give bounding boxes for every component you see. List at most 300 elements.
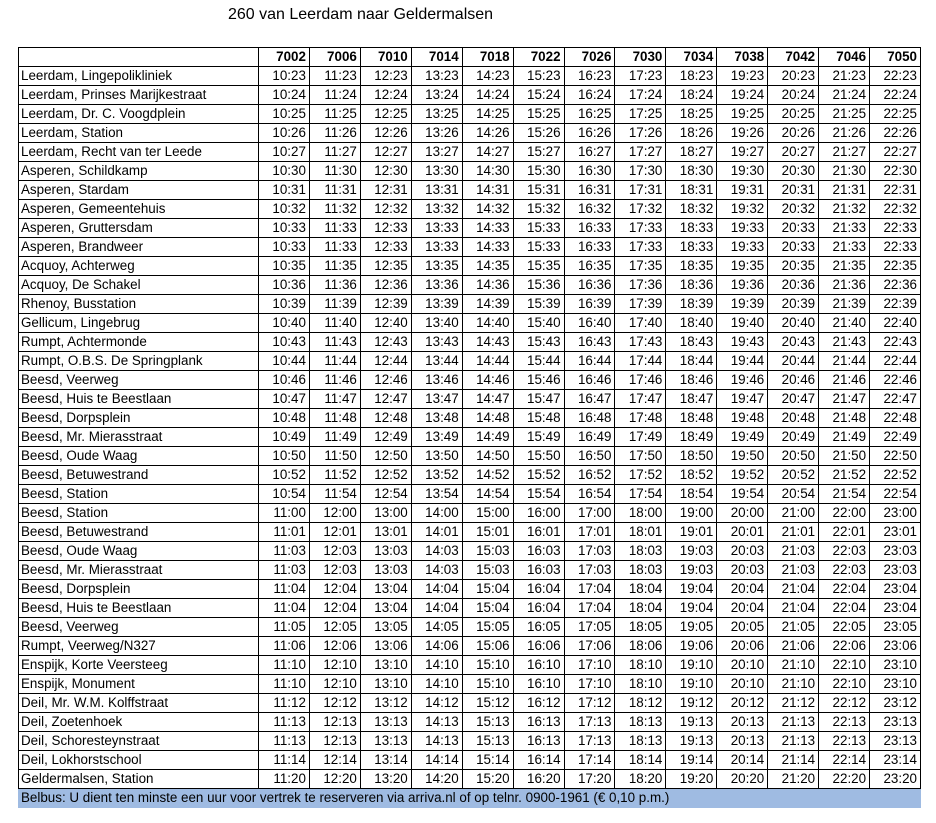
departure-time: 20:33: [768, 219, 819, 238]
departure-time: 23:04: [870, 599, 921, 618]
departure-time: 13:33: [411, 238, 462, 257]
departure-time: 22:44: [870, 352, 921, 371]
departure-time: 22:26: [870, 124, 921, 143]
departure-time: 14:10: [411, 675, 462, 694]
departure-time: 16:32: [564, 200, 615, 219]
departure-time: 19:25: [717, 105, 768, 124]
departure-time: 19:54: [717, 485, 768, 504]
departure-time: 19:35: [717, 257, 768, 276]
departure-time: 19:47: [717, 390, 768, 409]
departure-time: 12:23: [360, 67, 411, 86]
departure-time: 14:06: [411, 637, 462, 656]
departure-time: 13:10: [360, 675, 411, 694]
departure-time: 17:50: [615, 447, 666, 466]
departure-time: 13:25: [411, 105, 462, 124]
departure-time: 15:33: [513, 238, 564, 257]
departure-time: 12:48: [360, 409, 411, 428]
departure-time: 16:43: [564, 333, 615, 352]
departure-time: 16:33: [564, 238, 615, 257]
stop-name: Leerdam, Recht van ter Leede: [19, 143, 259, 162]
header-row: [19, 48, 921, 67]
stop-name: Deil, Mr. W.M. Kolffstraat: [19, 694, 259, 713]
departure-time: 23:10: [870, 656, 921, 675]
departure-time: 13:01: [360, 523, 411, 542]
departure-time: 16:44: [564, 352, 615, 371]
departure-time: 12:14: [309, 751, 360, 770]
stop-name: Acquoy, Achterweg: [19, 257, 259, 276]
departure-time: 11:25: [309, 105, 360, 124]
table-row: [19, 371, 921, 390]
stop-name: Asperen, Schildkamp: [19, 162, 259, 181]
departure-time: 10:23: [259, 67, 310, 86]
table-row: [19, 333, 921, 352]
departure-time: 18:44: [666, 352, 717, 371]
departure-time: 21:14: [768, 751, 819, 770]
departure-time: 18:03: [615, 542, 666, 561]
departure-time: 13:47: [411, 390, 462, 409]
departure-time: 19:04: [666, 599, 717, 618]
departure-time: 20:13: [717, 732, 768, 751]
departure-time: 21:40: [819, 314, 870, 333]
departure-time: 23:05: [870, 618, 921, 637]
departure-time: 14:01: [411, 523, 462, 542]
departure-time: 20:36: [768, 276, 819, 295]
table-row: [19, 599, 921, 618]
departure-time: 19:13: [666, 713, 717, 732]
departure-time: 15:24: [513, 86, 564, 105]
departure-time: 19:01: [666, 523, 717, 542]
departure-time: 17:33: [615, 238, 666, 257]
stop-name: Gellicum, Lingebrug: [19, 314, 259, 333]
departure-time: 11:31: [309, 181, 360, 200]
departure-time: 17:10: [564, 656, 615, 675]
departure-time: 11:30: [309, 162, 360, 181]
departure-time: 11:47: [309, 390, 360, 409]
departure-time: 13:39: [411, 295, 462, 314]
departure-time: 18:50: [666, 447, 717, 466]
departure-time: 17:12: [564, 694, 615, 713]
departure-time: 21:04: [768, 580, 819, 599]
departure-time: 14:47: [462, 390, 513, 409]
departure-time: 11:36: [309, 276, 360, 295]
departure-time: 18:33: [666, 219, 717, 238]
departure-time: 18:10: [615, 656, 666, 675]
departure-time: 23:01: [870, 523, 921, 542]
trip-header: 7030: [615, 48, 666, 67]
departure-time: 21:26: [819, 124, 870, 143]
departure-time: 20:46: [768, 371, 819, 390]
departure-time: 17:03: [564, 561, 615, 580]
stop-name: Beesd, Veerweg: [19, 618, 259, 637]
departure-time: 15:36: [513, 276, 564, 295]
departure-time: 20:26: [768, 124, 819, 143]
departure-time: 19:03: [666, 542, 717, 561]
departure-time: 22:33: [870, 238, 921, 257]
departure-time: 16:03: [513, 542, 564, 561]
stop-name: Asperen, Brandweer: [19, 238, 259, 257]
departure-time: 23:13: [870, 713, 921, 732]
departure-time: 12:03: [309, 561, 360, 580]
departure-time: 20:24: [768, 86, 819, 105]
departure-time: 21:47: [819, 390, 870, 409]
departure-time: 11:44: [309, 352, 360, 371]
departure-time: 17:43: [615, 333, 666, 352]
departure-time: 13:31: [411, 181, 462, 200]
departure-time: 20:23: [768, 67, 819, 86]
departure-time: 12:26: [360, 124, 411, 143]
departure-time: 20:14: [717, 751, 768, 770]
departure-time: 23:10: [870, 675, 921, 694]
departure-time: 14:03: [411, 561, 462, 580]
departure-time: 16:25: [564, 105, 615, 124]
table-row: [19, 124, 921, 143]
departure-time: 20:43: [768, 333, 819, 352]
departure-time: 14:14: [411, 751, 462, 770]
departure-time: 14:52: [462, 466, 513, 485]
departure-time: 18:46: [666, 371, 717, 390]
departure-time: 19:10: [666, 656, 717, 675]
departure-time: 13:20: [360, 770, 411, 789]
departure-time: 13:46: [411, 371, 462, 390]
stop-name: Beesd, Station: [19, 485, 259, 504]
departure-time: 22:12: [819, 694, 870, 713]
departure-time: 11:40: [309, 314, 360, 333]
departure-time: 11:10: [259, 675, 310, 694]
stop-name: Beesd, Mr. Mierasstraat: [19, 428, 259, 447]
departure-time: 19:23: [717, 67, 768, 86]
departure-time: 12:10: [309, 656, 360, 675]
departure-time: 17:14: [564, 751, 615, 770]
departure-time: 15:32: [513, 200, 564, 219]
departure-time: 14:05: [411, 618, 462, 637]
stop-name: Beesd, Huis te Beestlaan: [19, 390, 259, 409]
departure-time: 12:30: [360, 162, 411, 181]
departure-time: 16:26: [564, 124, 615, 143]
departure-time: 20:06: [717, 637, 768, 656]
departure-time: 13:04: [360, 599, 411, 618]
stop-name: Beesd, Dorpsplein: [19, 409, 259, 428]
departure-time: 20:48: [768, 409, 819, 428]
departure-time: 19:44: [717, 352, 768, 371]
departure-time: 17:25: [615, 105, 666, 124]
departure-time: 14:44: [462, 352, 513, 371]
departure-time: 14:04: [411, 580, 462, 599]
departure-time: 21:49: [819, 428, 870, 447]
departure-time: 10:43: [259, 333, 310, 352]
departure-time: 15:30: [513, 162, 564, 181]
departure-time: 17:26: [615, 124, 666, 143]
departure-time: 23:04: [870, 580, 921, 599]
departure-time: 10:32: [259, 200, 310, 219]
table-row: [19, 162, 921, 181]
stop-name: Leerdam, Station: [19, 124, 259, 143]
departure-time: 16:13: [513, 732, 564, 751]
departure-time: 10:39: [259, 295, 310, 314]
departure-time: 20:40: [768, 314, 819, 333]
departure-time: 12:54: [360, 485, 411, 504]
trip-header: 7034: [666, 48, 717, 67]
departure-time: 13:26: [411, 124, 462, 143]
departure-time: 13:32: [411, 200, 462, 219]
stop-name: Rhenoy, Busstation: [19, 295, 259, 314]
departure-time: 12:50: [360, 447, 411, 466]
departure-time: 16:20: [513, 770, 564, 789]
departure-time: 14:23: [462, 67, 513, 86]
departure-time: 21:35: [819, 257, 870, 276]
departure-time: 13:44: [411, 352, 462, 371]
departure-time: 16:46: [564, 371, 615, 390]
departure-time: 11:46: [309, 371, 360, 390]
departure-time: 15:03: [462, 561, 513, 580]
departure-time: 11:49: [309, 428, 360, 447]
departure-time: 16:50: [564, 447, 615, 466]
departure-time: 22:30: [870, 162, 921, 181]
departure-time: 16:49: [564, 428, 615, 447]
departure-time: 11:52: [309, 466, 360, 485]
departure-time: 16:23: [564, 67, 615, 86]
departure-time: 21:27: [819, 143, 870, 162]
departure-time: 18:52: [666, 466, 717, 485]
departure-time: 22:27: [870, 143, 921, 162]
departure-time: 18:33: [666, 238, 717, 257]
departure-time: 12:35: [360, 257, 411, 276]
table-row: [19, 276, 921, 295]
departure-time: 21:10: [768, 656, 819, 675]
departure-time: 11:06: [259, 637, 310, 656]
departure-time: 21:04: [768, 599, 819, 618]
departure-time: 21:00: [768, 504, 819, 523]
departure-time: 16:05: [513, 618, 564, 637]
departure-time: 21:06: [768, 637, 819, 656]
departure-time: 21:13: [768, 713, 819, 732]
departure-time: 20:12: [717, 694, 768, 713]
departure-time: 10:49: [259, 428, 310, 447]
departure-time: 21:36: [819, 276, 870, 295]
departure-time: 12:01: [309, 523, 360, 542]
departure-time: 18:27: [666, 143, 717, 162]
departure-time: 11:04: [259, 599, 310, 618]
departure-time: 11:03: [259, 542, 310, 561]
departure-time: 21:43: [819, 333, 870, 352]
departure-time: 12:46: [360, 371, 411, 390]
departure-time: 11:23: [309, 67, 360, 86]
departure-time: 15:33: [513, 219, 564, 238]
trip-header: 7014: [411, 48, 462, 67]
departure-time: 15:00: [462, 504, 513, 523]
departure-time: 12:25: [360, 105, 411, 124]
departure-time: 17:31: [615, 181, 666, 200]
departure-time: 13:13: [360, 713, 411, 732]
departure-time: 10:46: [259, 371, 310, 390]
departure-time: 19:31: [717, 181, 768, 200]
table-row: [19, 200, 921, 219]
belbus-note: Belbus: U dient ten minste een uur voor vertrek te reserveren via arriva.nl of op telnr. 0900-1961 (€ 0,10 p.m.): [19, 789, 921, 808]
departure-time: 11:13: [259, 732, 310, 751]
departure-time: 16:27: [564, 143, 615, 162]
departure-time: 12:10: [309, 675, 360, 694]
departure-time: 19:30: [717, 162, 768, 181]
departure-time: 12:44: [360, 352, 411, 371]
departure-time: 18:47: [666, 390, 717, 409]
table-row: [19, 732, 921, 751]
departure-time: 18:31: [666, 181, 717, 200]
departure-time: 19:24: [717, 86, 768, 105]
departure-time: 22:31: [870, 181, 921, 200]
departure-time: 18:13: [615, 732, 666, 751]
stop-name: Geldermalsen, Station: [19, 770, 259, 789]
departure-time: 20:04: [717, 599, 768, 618]
departure-time: 14:35: [462, 257, 513, 276]
departure-time: 15:54: [513, 485, 564, 504]
stop-name: Deil, Lokhorstschool: [19, 751, 259, 770]
departure-time: 16:47: [564, 390, 615, 409]
departure-time: 13:03: [360, 561, 411, 580]
departure-time: 22:52: [870, 466, 921, 485]
departure-time: 22:01: [819, 523, 870, 542]
departure-time: 14:31: [462, 181, 513, 200]
departure-time: 14:24: [462, 86, 513, 105]
departure-time: 15:14: [462, 751, 513, 770]
departure-time: 19:50: [717, 447, 768, 466]
departure-time: 14:13: [411, 713, 462, 732]
departure-time: 10:52: [259, 466, 310, 485]
departure-time: 17:20: [564, 770, 615, 789]
departure-time: 16:54: [564, 485, 615, 504]
table-row: [19, 561, 921, 580]
departure-time: 10:25: [259, 105, 310, 124]
departure-time: 18:36: [666, 276, 717, 295]
departure-time: 23:14: [870, 751, 921, 770]
departure-time: 21:03: [768, 542, 819, 561]
departure-time: 13:04: [360, 580, 411, 599]
departure-time: 22:10: [819, 675, 870, 694]
departure-time: 17:40: [615, 314, 666, 333]
departure-time: 11:32: [309, 200, 360, 219]
departure-time: 21:46: [819, 371, 870, 390]
departure-time: 14:04: [411, 599, 462, 618]
departure-time: 17:54: [615, 485, 666, 504]
table-row: [19, 637, 921, 656]
departure-time: 20:52: [768, 466, 819, 485]
trip-header: 7050: [870, 48, 921, 67]
table-row: [19, 447, 921, 466]
departure-time: 16:14: [513, 751, 564, 770]
departure-time: 22:03: [819, 542, 870, 561]
departure-time: 14:10: [411, 656, 462, 675]
departure-time: 14:27: [462, 143, 513, 162]
departure-time: 15:39: [513, 295, 564, 314]
table-row: [19, 694, 921, 713]
departure-time: 22:47: [870, 390, 921, 409]
departure-time: 14:20: [411, 770, 462, 789]
departure-time: 21:44: [819, 352, 870, 371]
departure-time: 11:20: [259, 770, 310, 789]
departure-time: 11:35: [309, 257, 360, 276]
departure-time: 20:10: [717, 675, 768, 694]
departure-time: 22:49: [870, 428, 921, 447]
departure-time: 16:01: [513, 523, 564, 542]
departure-time: 19:48: [717, 409, 768, 428]
departure-time: 17:13: [564, 732, 615, 751]
trip-header: 7022: [513, 48, 564, 67]
departure-time: 20:01: [717, 523, 768, 542]
departure-time: 19:49: [717, 428, 768, 447]
departure-time: 15:26: [513, 124, 564, 143]
departure-time: 14:32: [462, 200, 513, 219]
departure-time: 13:43: [411, 333, 462, 352]
departure-time: 11:10: [259, 656, 310, 675]
departure-time: 19:06: [666, 637, 717, 656]
table-row: [19, 713, 921, 732]
departure-time: 14:33: [462, 219, 513, 238]
departure-time: 18:35: [666, 257, 717, 276]
departure-time: 15:46: [513, 371, 564, 390]
table-row: [19, 428, 921, 447]
departure-time: 21:54: [819, 485, 870, 504]
departure-time: 10:36: [259, 276, 310, 295]
departure-time: 19:20: [666, 770, 717, 789]
departure-time: 22:13: [819, 732, 870, 751]
departure-time: 15:03: [462, 542, 513, 561]
departure-time: 15:50: [513, 447, 564, 466]
departure-time: 23:00: [870, 504, 921, 523]
stop-name: Beesd, Mr. Mierasstraat: [19, 561, 259, 580]
departure-time: 15:49: [513, 428, 564, 447]
departure-time: 17:52: [615, 466, 666, 485]
departure-time: 14:46: [462, 371, 513, 390]
departure-time: 11:05: [259, 618, 310, 637]
page-title: 260 van Leerdam naar Geldermalsen: [228, 6, 494, 23]
departure-time: 11:12: [259, 694, 310, 713]
departure-time: 11:33: [309, 219, 360, 238]
departure-time: 11:50: [309, 447, 360, 466]
departure-time: 13:48: [411, 409, 462, 428]
departure-time: 14:39: [462, 295, 513, 314]
departure-time: 14:54: [462, 485, 513, 504]
table-row: [19, 238, 921, 257]
departure-time: 10:30: [259, 162, 310, 181]
trip-header: 7046: [819, 48, 870, 67]
departure-time: 17:30: [615, 162, 666, 181]
departure-time: 21:03: [768, 561, 819, 580]
departure-time: 13:49: [411, 428, 462, 447]
departure-time: 14:40: [462, 314, 513, 333]
departure-time: 11:26: [309, 124, 360, 143]
departure-time: 15:06: [462, 637, 513, 656]
departure-time: 18:49: [666, 428, 717, 447]
stop-name: Beesd, Dorpsplein: [19, 580, 259, 599]
departure-time: 21:20: [768, 770, 819, 789]
table-row: [19, 466, 921, 485]
table-row: [19, 751, 921, 770]
departure-time: 15:47: [513, 390, 564, 409]
departure-time: 12:13: [309, 713, 360, 732]
departure-time: 13:52: [411, 466, 462, 485]
departure-time: 18:00: [615, 504, 666, 523]
departure-time: 11:01: [259, 523, 310, 542]
departure-time: 10:54: [259, 485, 310, 504]
departure-time: 20:10: [717, 656, 768, 675]
departure-time: 12:20: [309, 770, 360, 789]
departure-time: 11:00: [259, 504, 310, 523]
table-row: [19, 770, 921, 789]
departure-time: 10:44: [259, 352, 310, 371]
departure-time: 17:03: [564, 542, 615, 561]
departure-time: 10:48: [259, 409, 310, 428]
stop-name: Rumpt, Veerweg/N327: [19, 637, 259, 656]
departure-time: 21:10: [768, 675, 819, 694]
departure-time: 21:24: [819, 86, 870, 105]
